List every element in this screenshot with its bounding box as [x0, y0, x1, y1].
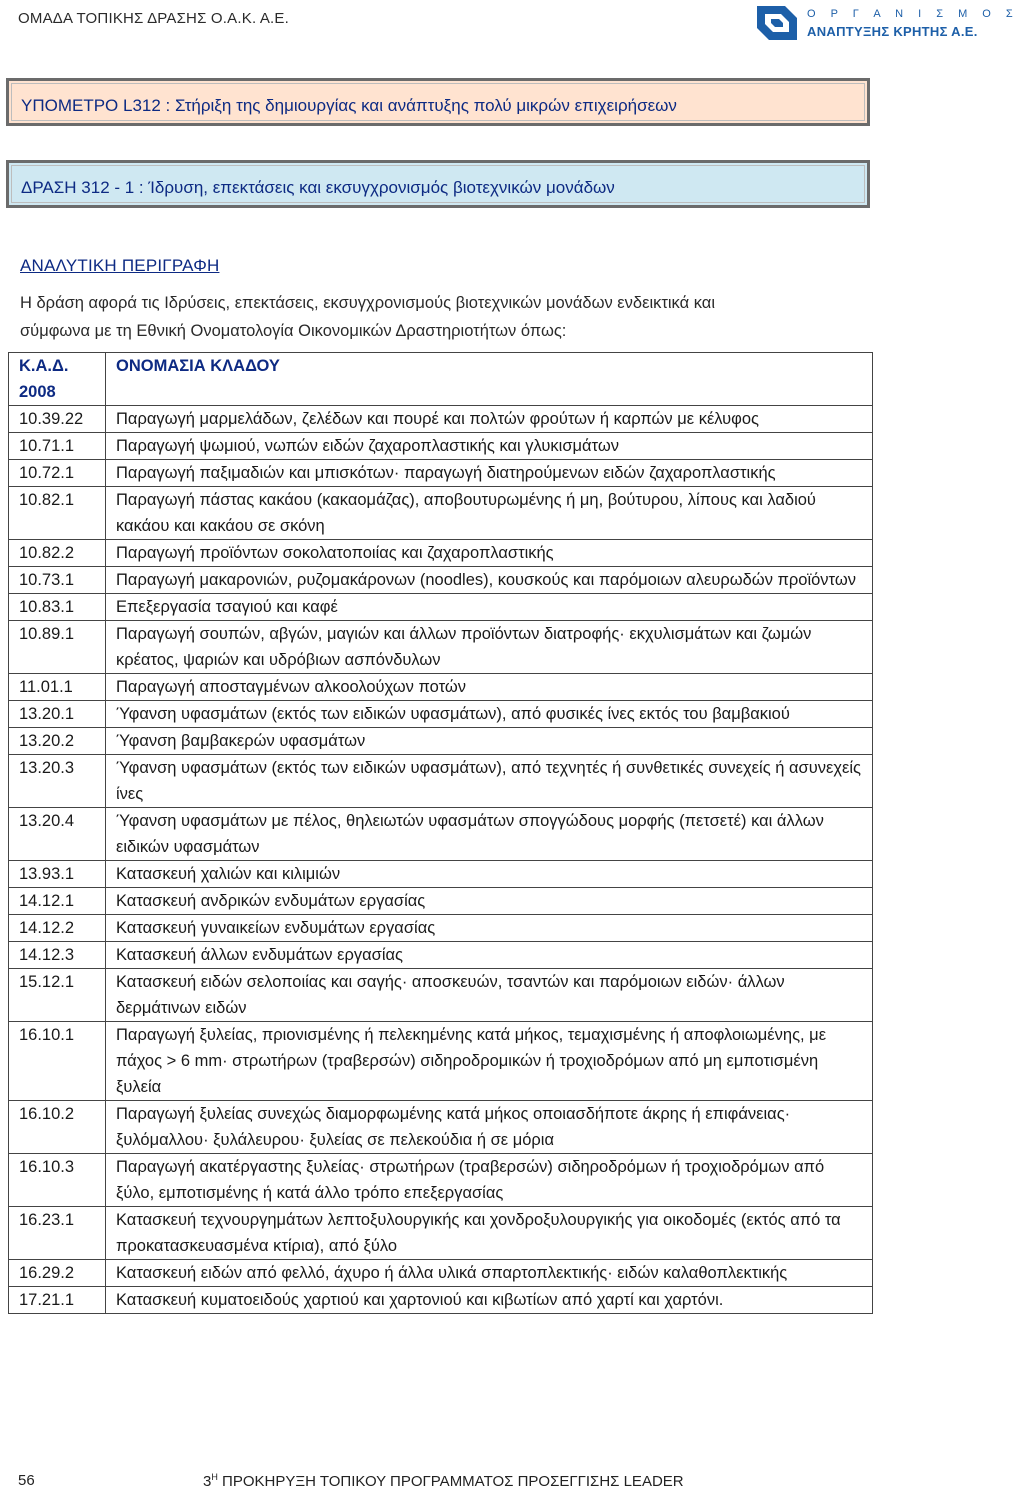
table-row	[9, 888, 873, 915]
footer-title-rest: ΠΡΟΚΗΡΥΞΗ ΤΟΠΙΚΟΥ ΠΡΟΓΡΑΜΜΑΤΟΣ ΠΡΟΣΕΓΓΙΣΗΣ LEADER	[217, 1473, 684, 1490]
sector-name-cell: Παραγωγή αποσταγμένων αλκοολούχων ποτών	[106, 674, 873, 701]
table-row	[9, 755, 873, 808]
table-row	[9, 487, 873, 540]
kad-code-cell: 10.73.1	[9, 567, 106, 594]
kad-code-cell: 16.23.1	[9, 1207, 106, 1260]
sector-name-cell: Παραγωγή προϊόντων σοκολατοποιίας και ζαχαροπλαστικής	[106, 540, 873, 567]
kad-code-cell: 13.20.4	[9, 808, 106, 861]
kad-code-cell: 16.10.3	[9, 1154, 106, 1207]
kad-code-cell: 14.12.2	[9, 915, 106, 942]
table-row	[9, 728, 873, 755]
kad-code-cell: 10.82.2	[9, 540, 106, 567]
kad-table	[8, 352, 873, 1314]
kad-code-cell: 16.10.2	[9, 1101, 106, 1154]
table-row	[9, 1207, 873, 1260]
kad-code-cell: 13.20.3	[9, 755, 106, 808]
kad-code-cell: 13.93.1	[9, 861, 106, 888]
kad-code-cell: 10.71.1	[9, 433, 106, 460]
kad-code-cell: 14.12.3	[9, 942, 106, 969]
description-heading: ΑΝΑΛΥΤΙΚΗ ΠΕΡΙΓΡΑΦΗ	[20, 256, 220, 275]
sector-name-cell: Παραγωγή ψωμιού, νωπών ειδών ζαχαροπλαστικής και γλυκισμάτων	[106, 433, 873, 460]
header-code-label: Κ.Α.Δ.	[19, 357, 69, 375]
kad-code-cell: 10.83.1	[9, 594, 106, 621]
logo-bottom-text: ΑΝΑΠΤΥΞΗΣ ΚΡΗΤΗΣ Α.Ε.	[807, 24, 978, 39]
page-number: 56	[18, 1472, 35, 1489]
table-row	[9, 567, 873, 594]
table-row	[9, 915, 873, 942]
sector-name-cell: Επεξεργασία τσαγιού και καφέ	[106, 594, 873, 621]
sector-name-cell: Ύφανση υφασμάτων (εκτός των ειδικών υφασμάτων), από τεχνητές ή συνθετικές συνεχείς ή ασυνεχείς ίνες	[106, 755, 873, 808]
sector-name-cell: Κατασκευή ανδρικών ενδυμάτων εργασίας	[106, 888, 873, 915]
description-paragraph	[20, 289, 860, 345]
sector-name-cell: Παραγωγή μακαρονιών, ρυζομακάρονων (noodles), κουσκούς και παρόμοιων αλευρωδών προϊόντων	[106, 567, 873, 594]
kad-code-cell: 16.29.2	[9, 1260, 106, 1287]
table-row	[9, 808, 873, 861]
sector-name-cell: Ύφανση βαμβακερών υφασμάτων	[106, 728, 873, 755]
table-row	[9, 942, 873, 969]
kad-code-cell: 16.10.1	[9, 1022, 106, 1101]
description-line: Η δράση αφορά τις Ιδρύσεις, επεκτάσεις, εκσυγχρονισμούς βιοτεχνικών μονάδων ενδεικτικά και	[20, 294, 715, 312]
sector-name-cell: Κατασκευή τεχνουργημάτων λεπτοξυλουργικής και χονδροξυλουργικής για οικοδομές (εκτός από τα προκατασκευασμένα κτίρια), από ξύλο	[106, 1207, 873, 1260]
table-row	[9, 594, 873, 621]
logo-mark-icon	[755, 4, 799, 42]
table-row	[9, 1287, 873, 1314]
table-row	[9, 861, 873, 888]
description-line: σύμφωνα με τη Εθνική Ονοματολογία Οικονομικών Δραστηριοτήτων όπως:	[20, 322, 567, 340]
page-header-left: ΟΜΑΔΑ ΤΟΠΙΚΗΣ ΔΡΑΣΗΣ Ο.Α.Κ. Α.Ε.	[18, 10, 289, 27]
table-row	[9, 1154, 873, 1207]
sector-name-cell: Κατασκευή χαλιών και κιλιμιών	[106, 861, 873, 888]
header-name-label: ΟΝΟΜΑΣΙΑ ΚΛΑΔΟΥ	[116, 357, 280, 375]
sector-name-cell: Παραγωγή πάστας κακάου (κακαομάζας), αποβουτυρωμένης ή μη, βούτυρου, λίπους και λαδιού κακάου και κακάου σε σκόνη	[106, 487, 873, 540]
kad-code-cell: 10.82.1	[9, 487, 106, 540]
footer-title-prefix: 3	[203, 1473, 212, 1490]
header-name-cell	[106, 353, 873, 406]
sector-name-cell: Κατασκευή γυναικείων ενδυμάτων εργασίας	[106, 915, 873, 942]
sector-name-cell: Κατασκευή κυματοειδούς χαρτιού και χαρτονιού και κιβωτίων από χαρτί και χαρτόνι.	[106, 1287, 873, 1314]
table-row	[9, 406, 873, 433]
submeasure-bar	[6, 78, 870, 126]
sector-name-cell: Παραγωγή παξιμαδιών και μπισκότων· παραγωγή διατηρούμενων ειδών ζαχαροπλαστικής	[106, 460, 873, 487]
table-row	[9, 674, 873, 701]
sector-name-cell: Παραγωγή ξυλείας συνεχώς διαμορφωμένης κατά μήκος οποιασδήποτε άκρης ή επιφάνειας· ξυλόμαλλου· ξυλάλευρου· ξυλείας σε πελεκούδια ή σε μόρια	[106, 1101, 873, 1154]
kad-code-cell: 10.39.22	[9, 406, 106, 433]
sector-name-cell: Ύφανση υφασμάτων με πέλος, θηλειωτών υφασμάτων σπογγώδους μορφής (πετσετέ) και άλλων ειδικών υφασμάτων	[106, 808, 873, 861]
sector-name-cell: Παραγωγή σουπών, αβγών, μαγιών και άλλων προϊόντων διατροφής· εκχυλισμάτων και ζωμών κρέατος, ψαριών και υδρόβιων ασπόνδυλων	[106, 621, 873, 674]
table-header-row	[9, 353, 873, 406]
header-code-cell	[9, 353, 106, 406]
table-row	[9, 969, 873, 1022]
kad-code-cell: 15.12.1	[9, 969, 106, 1022]
kad-code-cell: 11.01.1	[9, 674, 106, 701]
kad-code-cell: 14.12.1	[9, 888, 106, 915]
footer-title-sup: Η	[211, 1472, 218, 1482]
action-title: ΔΡΑΣΗ 312 - 1 : Ίδρυση, επεκτάσεις και εκσυγχρονισμός βιοτεχνικών μονάδων	[21, 178, 615, 197]
kad-code-cell: 13.20.1	[9, 701, 106, 728]
table-row	[9, 621, 873, 674]
table-row	[9, 540, 873, 567]
kad-code-cell: 10.89.1	[9, 621, 106, 674]
table-row	[9, 433, 873, 460]
footer-title	[203, 1472, 684, 1490]
sector-name-cell: Κατασκευή άλλων ενδυμάτων εργασίας	[106, 942, 873, 969]
kad-code-cell: 17.21.1	[9, 1287, 106, 1314]
organization-logo	[755, 4, 1019, 44]
table-row	[9, 1260, 873, 1287]
action-bar	[6, 160, 870, 208]
sector-name-cell: Παραγωγή ξυλείας, πριονισμένης ή πελεκημένης κατά μήκος, τεμαχισμένης ή αποφλοιωμένης, με πάχος > 6 mm· στρωτήρων (τραβερσών) σιδηροδρομικών ή τροχιοδρόμων από μη εμποτισμένη ξυλεία	[106, 1022, 873, 1101]
table-row	[9, 1101, 873, 1154]
sector-name-cell: Ύφανση υφασμάτων (εκτός των ειδικών υφασμάτων), από φυσικές ίνες εκτός του βαμβακιού	[106, 701, 873, 728]
kad-code-cell: 10.72.1	[9, 460, 106, 487]
sector-name-cell: Κατασκευή ειδών από φελλό, άχυρο ή άλλα υλικά σπαρτοπλεκτικής· ειδών καλαθοπλεκτικής	[106, 1260, 873, 1287]
table-row	[9, 1022, 873, 1101]
submeasure-title: ΥΠΟΜΕΤΡΟ L312 : Στήριξη της δημιουργίας και ανάπτυξης πολύ μικρών επιχειρήσεων	[21, 96, 677, 115]
kad-code-cell: 13.20.2	[9, 728, 106, 755]
sector-name-cell: Παραγωγή μαρμελάδων, ζελέδων και πουρέ και πολτών φρούτων ή καρπών με κέλυφος	[106, 406, 873, 433]
sector-name-cell: Κατασκευή ειδών σελοποιίας και σαγής· αποσκευών, τσαντών και παρόμοιων ειδών· άλλων δερμάτινων ειδών	[106, 969, 873, 1022]
table-row	[9, 701, 873, 728]
logo-top-text: Ο Ρ Γ Α Ν Ι Σ Μ Ο Σ	[807, 8, 1019, 20]
sector-name-cell: Παραγωγή ακατέργαστης ξυλείας· στρωτήρων (τραβερσών) σιδηροδρόμων ή τροχιοδρόμων από ξύλο, εμποτισμένης ή κατά άλλο τρόπο επεξεργασίας	[106, 1154, 873, 1207]
table-row	[9, 460, 873, 487]
header-code-year: 2008	[19, 383, 56, 401]
